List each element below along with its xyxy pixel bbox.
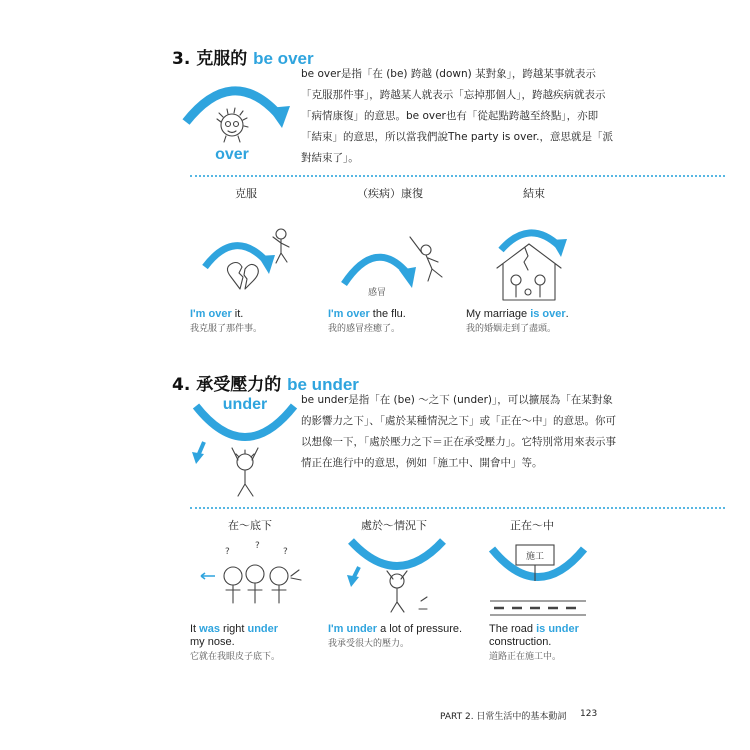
example-ended-en: My marriage is over. [466,308,569,320]
under-word: under [222,396,268,413]
section-4-title: 4. 承受壓力的 be under [172,375,359,395]
svg-text:?: ? [255,541,260,551]
section-3-title: 3. 克服的 be over [172,49,314,69]
footer-part-title: PART 2. 日常生活中的基本動詞 [440,712,567,722]
col-label-ended: 結束 [523,187,545,200]
confused-people-illustration [195,540,310,615]
section-3-paragraph: be over是指「在 (be) 跨越 (down) 某對象」，跨越某事就表示「克服那件事」，跨越某人就表示「忘掉那個人」，跨越疾病就表示「病情康復」的意思。be over也有「從起點跨越至終點」，亦即「結束」的意思，所以當我們說The party is over.，意思就是「派對結束了」。 [301,68,613,164]
col-label-situation: 處於～情況下 [361,519,427,532]
flu-recovery-illustration [338,222,453,304]
page-number: 123 [580,709,598,719]
example-overcome-en: I'm over it. [190,308,244,320]
svg-text:?: ? [283,547,288,557]
example-overcome-zh: 我克服了那件事。 [190,324,263,334]
section-3-divider [190,175,725,177]
section-4-divider [190,507,725,509]
heartbreak-illustration [195,222,305,304]
example-ended-zh: 我的婚姻走到了盡頭。 [466,324,557,334]
example-under-en: It was right under my nose. [190,623,279,648]
broken-house-illustration [485,222,590,304]
over-word: over [215,146,249,163]
under-icon [190,390,300,502]
col-label-in-progress: 正在～中 [510,519,554,532]
example-under-zh: 它就在我眼皮子底下。 [190,652,281,662]
svg-text:?: ? [225,547,230,557]
construction-sign-text: 施工 [525,552,545,562]
example-situation-zh: 我承受很大的壓力。 [328,639,410,649]
col-label-under: 在～底下 [228,519,272,532]
flu-caption: 感冒 [368,288,387,298]
col-label-recover: （疾病）康復 [357,187,423,200]
example-recover-zh: 我的感冒痊癒了。 [328,324,401,334]
col-label-overcome: 克服 [235,187,257,200]
example-situation-en: I'm under a lot of pressure. [328,623,463,635]
section-4-paragraph: be under是指「在 (be) ～之下 (under)」，可以擴展為「在某對象的影響力之下」、「處於某種情況之下」或「正在～中」的意思。你可以想像一下，「處於壓力之下＝正在承受壓力」。它特別常用來表示事情正在進行中的意思，例如「施工中、開會中」等。 [301,394,616,469]
construction-illustration [486,535,591,620]
example-in-progress-en: The road is under construction. [489,623,579,648]
over-icon [172,70,292,170]
pressure-illustration [345,535,450,620]
example-recover-en: I'm over the flu. [328,308,406,320]
example-in-progress-zh: 道路正在施工中。 [489,652,562,662]
